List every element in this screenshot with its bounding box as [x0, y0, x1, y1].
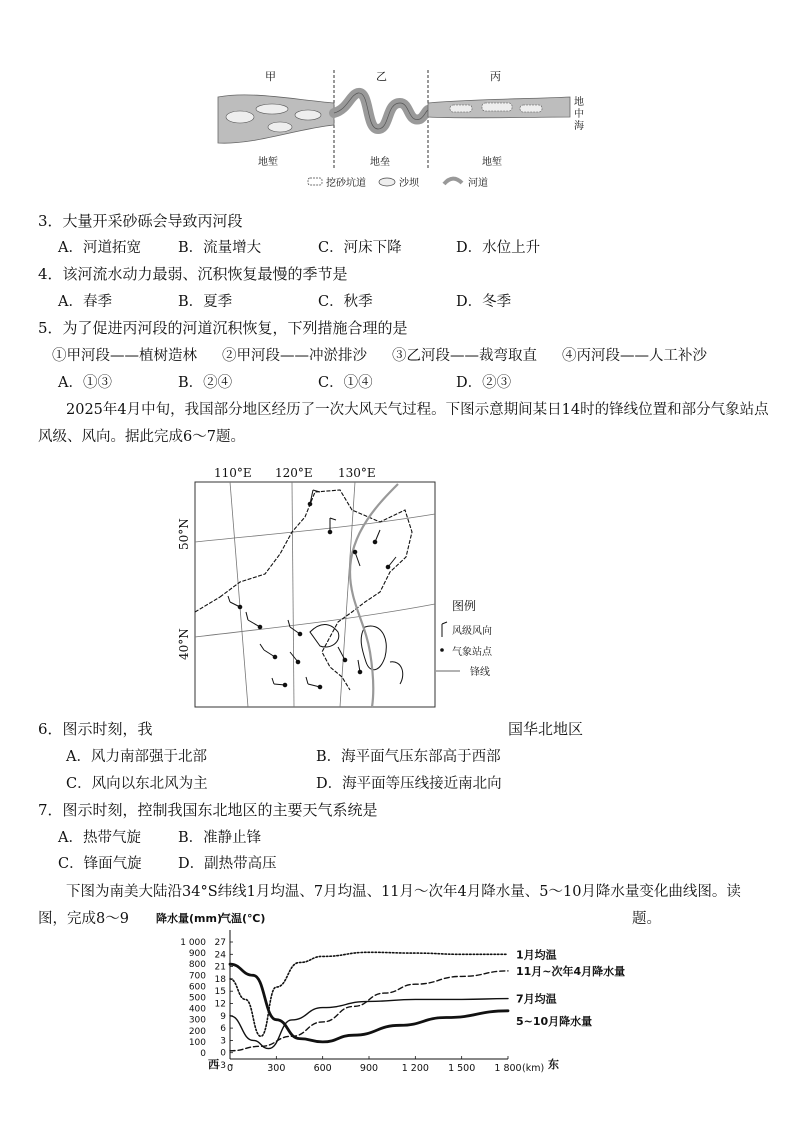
front-map [177, 462, 540, 712]
chart-ylabel-left: 降水量(mm) [156, 912, 222, 925]
q6-option-b[interactable]: B．海平面气压东部高于西部 [316, 749, 501, 765]
lon-label-120: 120°E [275, 466, 313, 480]
sea-label-3: 海 [574, 121, 584, 132]
chart-series-labels [516, 947, 625, 1028]
y-right-tick-label: 12 [214, 999, 226, 1010]
y-left-tick-label: 600 [188, 982, 206, 993]
q6-option-d[interactable]: D．海平面等压线接近南北向 [316, 776, 502, 792]
x-tick-label: 600 [313, 1063, 332, 1074]
q4-option-c[interactable]: C．秋季 [318, 294, 373, 310]
sea-label-2: 中 [574, 109, 584, 120]
q6-option-a[interactable]: A．风力南部强于北部 [66, 749, 207, 765]
x-tick-label: 0 [226, 1063, 234, 1074]
map-legend-front: 锋线 [470, 667, 490, 678]
lon-label-130: 130°E [338, 466, 376, 480]
lon-label-110: 110°E [214, 466, 252, 480]
q7-option-b[interactable]: B．准静止锋 [178, 830, 262, 846]
y-right-tick-label: 6 [220, 1024, 226, 1035]
intro-8-9-line1: 下图为南美大陆沿34°S纬线1月均温、7月均温、11月～次年4月降水量、5～10月降水量变化曲线图。读 [66, 884, 741, 900]
y-right-tick-label: 0 [220, 1048, 226, 1059]
y-left-tick-label: 700 [188, 971, 206, 982]
map-legend-wind: 风级风向 [452, 626, 492, 637]
chart-x-right-label: 东 [548, 1058, 559, 1071]
q5-stem: 5．为了促进丙河段的河道沉积恢复，下列措施合理的是 [38, 319, 408, 337]
series-line-3 [230, 999, 508, 1049]
q5-measure-4: ④丙河段——人工补沙 [562, 348, 707, 364]
y-right-tick-label: 9 [220, 1011, 226, 1022]
river-figure [210, 65, 600, 200]
q5-option-b[interactable]: B．②④ [178, 375, 233, 391]
x-tick-label: 1 500 [448, 1063, 476, 1074]
y-right-tick-label: 21 [214, 962, 226, 973]
lat-label-50: 50°N [177, 518, 191, 550]
legend-pit-swatch [308, 178, 322, 185]
y-left-tick-label: 0 [200, 1049, 206, 1059]
y-right-tick-label: -3 [217, 1061, 226, 1071]
q3-option-a[interactable]: A．河道拓宽 [58, 240, 141, 256]
segment-label-yi: 乙 [376, 70, 387, 83]
q4-option-b[interactable]: B．夏季 [178, 294, 233, 310]
y-left-tick-label: 300 [188, 1015, 206, 1026]
intro-6-7-line1: 2025年4月中旬，我国部分地区经历了一次大风天气过程。下图示意期间某日14时的锋线位置和部分气象站点 [66, 402, 769, 418]
y-left-tick-label: 800 [188, 960, 206, 971]
series-label-4: 5~10月降水量 [516, 1014, 593, 1028]
q3-option-d[interactable]: D．水位上升 [456, 240, 541, 256]
map-legend-title: 图例 [452, 599, 477, 613]
series-line-2 [230, 971, 508, 1051]
q7-option-c[interactable]: C．锋面气旋 [58, 856, 142, 872]
y-left-tick-label: 400 [188, 1004, 206, 1015]
series-line-1 [230, 952, 508, 1036]
chart-ylabel-right: 气温(℃) [220, 912, 266, 925]
x-axis-unit: (km) [522, 1063, 545, 1074]
y-left-tick-label: 900 [188, 949, 206, 960]
x-tick-label: 900 [359, 1063, 379, 1074]
q5-option-d[interactable]: D．②③ [456, 375, 512, 391]
landform-label-3: 地堑 [482, 157, 502, 168]
legend-pit-label: 挖砂坑道 [326, 178, 366, 189]
segment-label-jia: 甲 [265, 70, 276, 83]
q5-option-c[interactable]: C．①④ [318, 375, 373, 391]
q7-option-d[interactable]: D．副热带高压 [178, 856, 277, 872]
channel-yi [334, 93, 428, 129]
y-left-tick-label: 500 [188, 993, 206, 1004]
intro-6-7-line2: 风级、风向。据此完成6～7题。 [38, 429, 245, 445]
segment-label-bing: 丙 [490, 70, 501, 83]
x-tick-label: 1 800 [494, 1063, 522, 1074]
q6-stem-a: 6．图示时刻，我 [38, 720, 153, 738]
y-right-tick-label: 24 [214, 950, 226, 961]
q5-measure-2: ②甲河段——冲淤排沙 [222, 348, 367, 364]
intro-8-9-line2a: 图，完成8～9 [38, 911, 129, 927]
q4-stem: 4．该河流水动力最弱、沉积恢复最慢的季节是 [38, 265, 348, 283]
q5-option-a[interactable]: A．①③ [58, 375, 112, 391]
landform-label-2: 地垒 [370, 157, 390, 168]
q6-option-c[interactable]: C．风向以东北风为主 [66, 776, 208, 792]
intro-8-9-line2b: 题。 [632, 911, 661, 927]
legend-channel-swatch [444, 179, 462, 184]
q6-stem-b: 国华北地区 [508, 720, 584, 738]
legend-channel-label: 河道 [468, 178, 488, 189]
legend-sandbar-swatch [379, 178, 395, 186]
x-tick-label: 300 [267, 1063, 286, 1074]
chart-x-left-label: 西 [208, 1058, 219, 1071]
lat-label-40: 40°N [177, 628, 191, 660]
river-diagram [210, 65, 600, 200]
chart-series [230, 952, 508, 1051]
q5-measure-1: ①甲河段——植树造林 [52, 348, 197, 364]
landform-label-1: 地堑 [258, 157, 278, 168]
series-label-1: 1月均温 [516, 948, 557, 962]
x-tick-label: 1 200 [401, 1063, 429, 1074]
map-frame [195, 482, 435, 707]
q7-stem: 7．图示时刻，控制我国东北地区的主要天气系统是 [38, 801, 378, 819]
q5-measure-3: ③乙河段——裁弯取直 [392, 348, 537, 364]
q3-option-c[interactable]: C．河床下降 [318, 240, 402, 256]
map-legend-station: 气象站点 [452, 647, 492, 658]
y-right-tick-label: 15 [214, 987, 226, 998]
series-label-2: 11月~次年4月降水量 [516, 964, 626, 978]
legend-sandbar-label: 沙坝 [399, 178, 419, 189]
sea-label-1: 地 [574, 97, 584, 108]
y-right-tick-label: 18 [214, 974, 226, 985]
series-label-3: 7月均温 [516, 992, 557, 1006]
chart-ticks [180, 938, 544, 1074]
series-line-4 [230, 964, 508, 1042]
y-right-tick-label: 27 [214, 938, 226, 948]
y-left-tick-label: 100 [188, 1037, 206, 1048]
q7-option-a[interactable]: A．热带气旋 [58, 830, 141, 846]
y-left-tick-label: 200 [188, 1026, 206, 1037]
q3-stem: 3．大量开采砂砾会导致丙河段 [38, 212, 243, 230]
q4-option-a[interactable]: A．春季 [58, 294, 112, 310]
y-right-tick-label: 3 [220, 1036, 226, 1047]
q3-option-b[interactable]: B．流量增大 [178, 240, 262, 256]
map-figure [177, 462, 540, 712]
climate-chart-svg [150, 910, 650, 1072]
y-left-tick-label: 1 000 [180, 938, 206, 948]
q4-option-d[interactable]: D．冬季 [456, 294, 512, 310]
climate-chart [150, 910, 650, 1072]
